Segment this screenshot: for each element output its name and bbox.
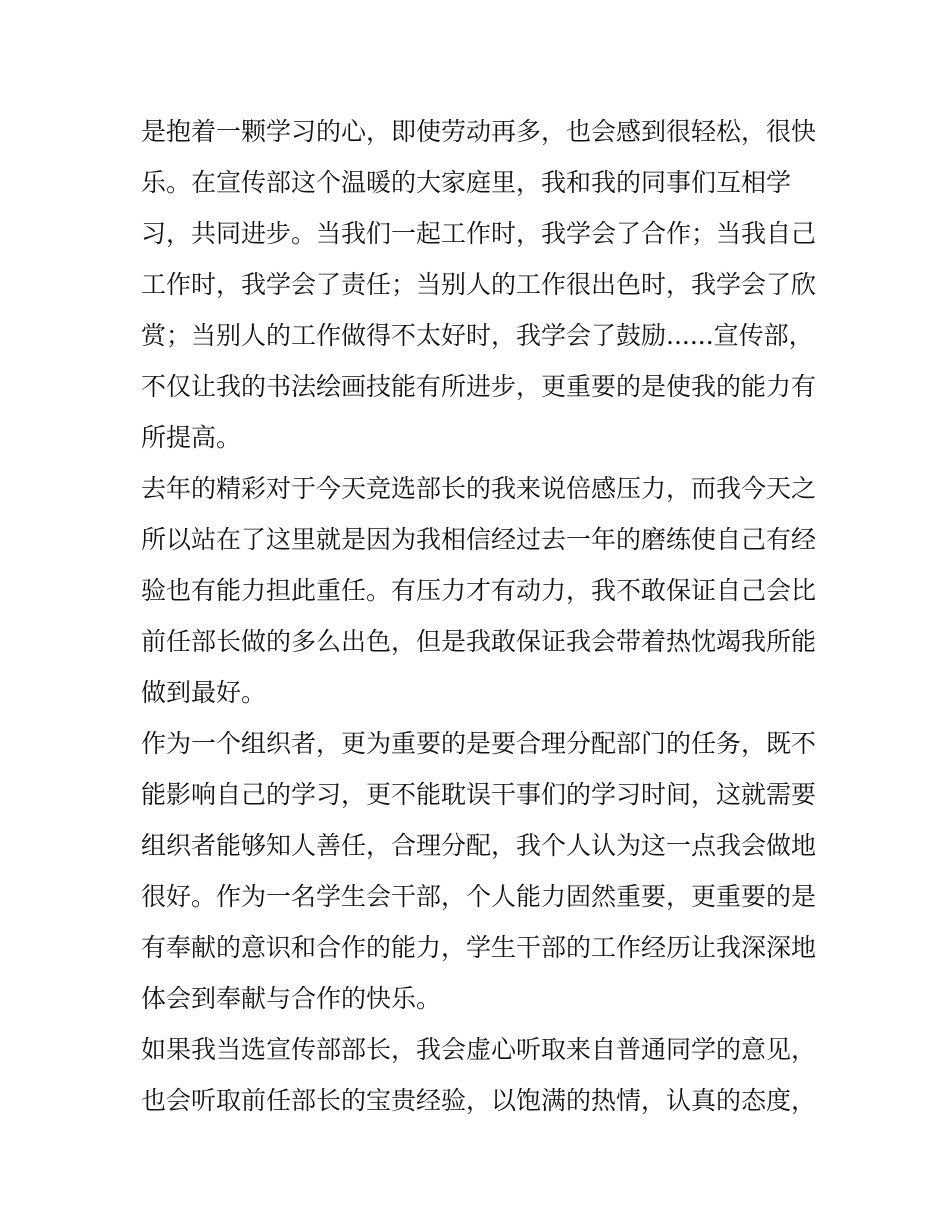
- text-line: 能影响自己的学习，更不能耽误干事们的学习时间，这就需要: [141, 780, 817, 809]
- paragraph-2: [141, 463, 821, 718]
- text-line: 是抱着一颗学习的心，即使劳动再多，也会感到很轻松，很快: [141, 117, 817, 146]
- text-line: 也会听取前任部长的宝贵经验，以饱满的热情，认真的态度，: [141, 1086, 817, 1115]
- paragraph-3: [141, 718, 821, 1024]
- paragraph-4: [141, 1024, 821, 1126]
- text-line: 习，共同进步。当我们一起工作时，我学会了合作；当我自己: [141, 219, 817, 248]
- text-line: 验也有能力担此重任。有压力才有动力，我不敢保证自己会比: [141, 576, 817, 605]
- text-line: 工作时，我学会了责任；当别人的工作很出色时，我学会了欣: [141, 270, 817, 299]
- text-line: 去年的精彩对于今天竞选部长的我来说倍感压力，而我今天之: [141, 474, 817, 503]
- text-line: 很好。作为一名学生会干部，个人能力固然重要，更重要的是: [141, 882, 817, 911]
- text-line: 乐。在宣传部这个温暖的大家庭里，我和我的同事们互相学: [141, 168, 792, 197]
- text-line: 有奉献的意识和合作的能力，学生干部的工作经历让我深深地: [141, 933, 817, 962]
- text-line: 赏；当别人的工作做得不太好时，我学会了鼓励......宣传部，: [141, 321, 814, 350]
- text-line: 所以站在了这里就是因为我相信经过去一年的磨练使自己有经: [141, 525, 817, 554]
- document-body: [141, 106, 821, 1126]
- text-line: 所提高。: [141, 423, 242, 452]
- text-line: 如果我当选宣传部部长，我会虚心听取来自普通同学的意见，: [141, 1035, 817, 1064]
- text-line: 不仅让我的书法绘画技能有所进步，更重要的是使我的能力有: [141, 372, 817, 401]
- text-line: 组织者能够知人善任，合理分配，我个人认为这一点我会做地: [141, 831, 817, 860]
- text-line: 做到最好。: [141, 678, 267, 707]
- text-line: 体会到奉献与合作的快乐。: [141, 984, 442, 1013]
- paragraph-1: [141, 106, 821, 463]
- text-line: 作为一个组织者，更为重要的是要合理分配部门的任务，既不: [141, 729, 817, 758]
- text-line: 前任部长做的多么出色，但是我敢保证我会带着热忱竭我所能: [141, 627, 817, 656]
